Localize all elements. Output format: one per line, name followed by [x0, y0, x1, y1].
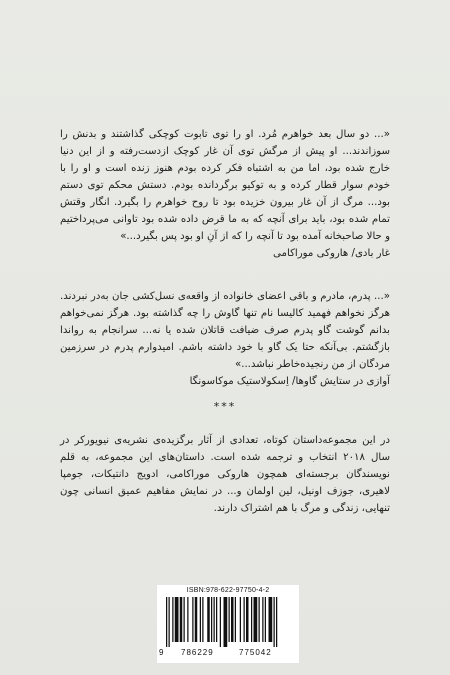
barcode-digits-right: 775042 [239, 648, 272, 657]
barcode-bar [180, 597, 183, 642]
barcode-bar [224, 597, 228, 647]
barcode-bar [192, 597, 193, 642]
barcode-bar [262, 597, 263, 642]
barcode-bar [269, 597, 273, 642]
barcode-bar [207, 597, 210, 642]
barcode-bar [211, 597, 212, 642]
barcode-bar [220, 597, 221, 647]
barcode-bar [274, 597, 275, 647]
barcode-bar [200, 597, 201, 642]
barcode-bar [254, 597, 258, 642]
barcode-digits [157, 648, 299, 660]
barcode-bar [240, 597, 241, 642]
barcode-bar [214, 597, 215, 642]
barcode-bar [276, 597, 277, 647]
isbn-label: ISBN:978-622-97750-4-2 [186, 587, 270, 594]
quote-murakami-text: «... دو سال بعد خواهرم مُرد. او را توی تابوت کوچکی گذاشتند و بدنش را سوزاندند... او پیش از مرگش توی آن غار کوچک ازدست‌رفته و از این دنیا خارج شده بود، اما من به اشتباه فکر کرده بودم هنوز زنده است و او را با خودم سوار قطار کرده و به توکیو برگردانده بودم. دستش محکم توی دستم بود... مرگ از آن غار بیرون خزیده بود تا روح خواهرم را بگیرد. انگار وقتش تمام شده بود، باید برای آنچه که به ما قرض داده شده بود تاوانی می‌پرداختیم و حالا صاحبخانه آمده بود تا آنچه را که از آنِ او بود پس بگیرد...» [60, 129, 390, 242]
barcode-digits-left: 786229 [181, 648, 214, 657]
section-separator: *** [213, 400, 237, 413]
barcode-bars [166, 597, 290, 647]
barcode-bar [187, 597, 188, 642]
barcode-bar [195, 597, 198, 642]
barcode-bar [231, 597, 234, 642]
barcode-bar [229, 597, 230, 642]
barcode-bar [216, 597, 217, 642]
barcode-bar [235, 597, 236, 642]
quote-mukasonga-attribution: آوازی در ستایش گاوها/ اِسکولاستیک موکاسونگا [189, 376, 390, 387]
barcode-bar [172, 597, 173, 642]
barcode-digit-first: 9 [159, 648, 164, 657]
barcode-bar [175, 597, 179, 642]
barcode-bar [251, 597, 252, 642]
barcode-bar [244, 597, 245, 642]
barcode-bar [166, 597, 167, 647]
barcode-bar [265, 597, 266, 642]
barcode-bar [202, 597, 203, 642]
quote-mukasonga-text: «... پدرم، مادرم و باقی اعضای خانواده از واقعه‌ی نسل‌کشی جان به‌در نبردند. هرگز نخواهم فهمید کالیسا نام تنها گاوش را چه گذاشته بود. هرگز نمی‌خواهم بدانم گوشت گاو پدرم صرف ضیافت قاتلان شده یا نه... سرانجام به رواندا بازگشتم. بی‌آنکه حتا یک گاو با خود داشته باشم. امیدوارم پدرم در سرزمین مردگان از من رنجیده‌خاطر نباشد...» [60, 291, 390, 370]
barcode-bar [259, 597, 260, 642]
barcode-bar [169, 597, 170, 647]
barcode-bar [246, 597, 249, 642]
isbn-barcode [157, 585, 299, 663]
quote-murakami-attribution: غار بادی/ هاروکی موراکامی [273, 248, 390, 259]
barcode-bar [184, 597, 185, 642]
quote-murakami [60, 126, 390, 262]
book-description [60, 432, 390, 517]
quote-mukasonga [60, 288, 390, 390]
book-description-text: در این مجموعه‌داستان کوتاه، تعدادی از آثار برگزیده‌ی نشریه‌ی نیویورکر در سال ۲۰۱۸ انتخاب و ترجمه شده است. داستان‌های این مجموعه، به قلم نویسندگان برجسته‌ای همچون هاروکی موراکامی، ادویج دانتیکات، جومپا لاهیری، جوزف اونیل، لین اولمان و... در نمایش مفاهیم عمیق انسانی چون تنهایی، زندگی و مرگ با هم اشتراک دارند. [60, 435, 390, 514]
